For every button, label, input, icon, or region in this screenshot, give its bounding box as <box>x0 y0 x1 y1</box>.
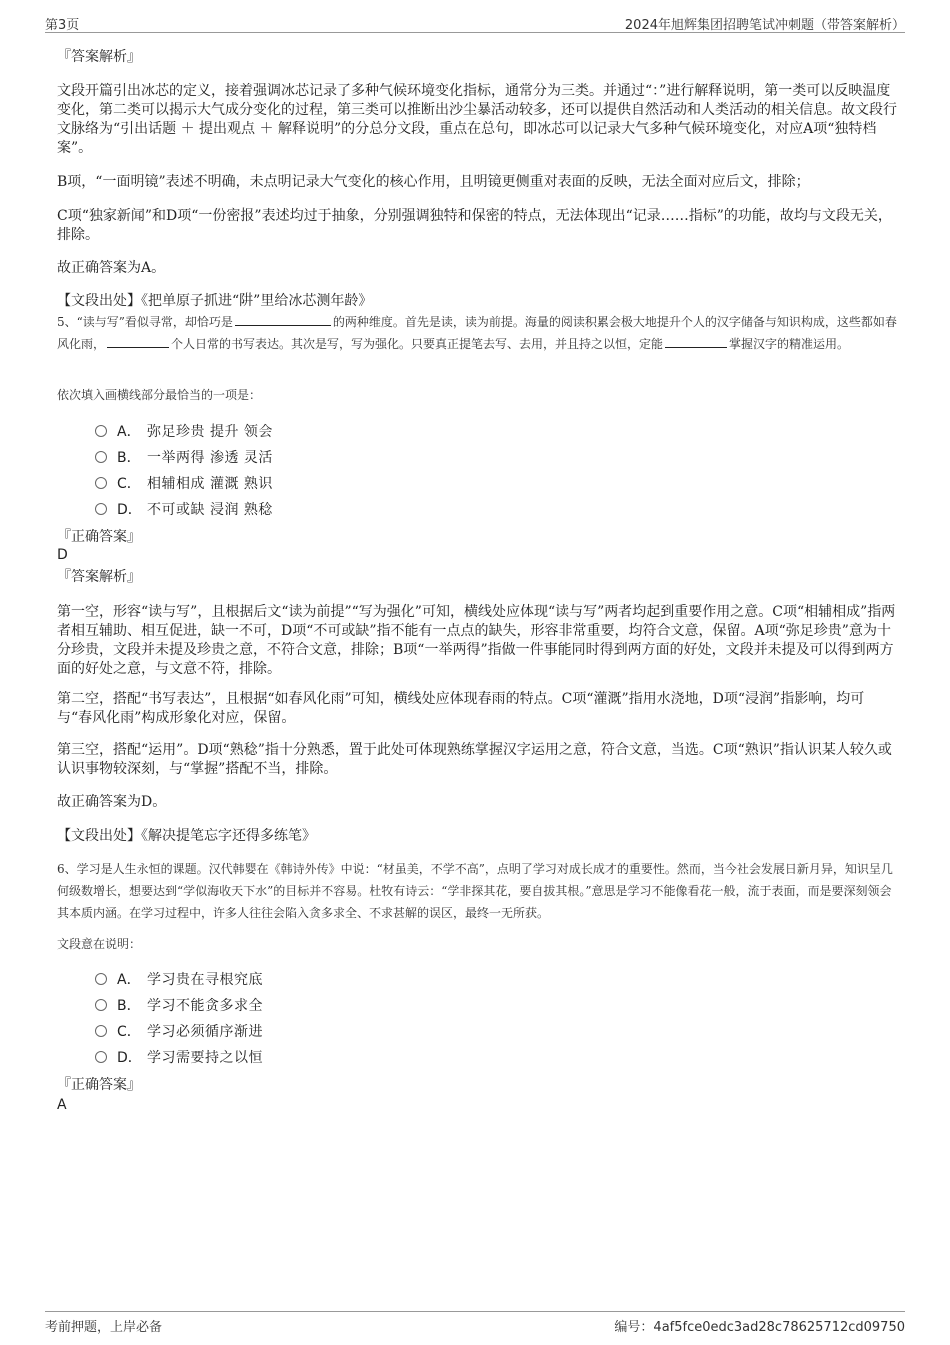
q5-source: 【文段出处】《解决提笔忘字还得多练笔》 <box>57 828 316 844</box>
q6-option-c[interactable]: C． 学习必须循序渐进 <box>95 1022 263 1042</box>
radio-icon[interactable] <box>95 451 107 463</box>
q5-stem: 5、“读与写”看似寻常，却恰巧是 的两种维度。首先是读，读为前提。海量的阅读积累会极大地提升个人的汉字储备与知识构成，这些都如春风化雨， 个人日常的书写表达。其次是写，写为强化。只要真正提笔去写、去用，并且持之以恒，定能 掌握汉字的精准运用。 <box>57 315 897 351</box>
q5-analysis-para1: 第一空，形容“读与写”，且根据后文“读为前提”“写为强化”可知，横线处应体现“读与写”两者均起到重要作用之意。C项“相辅相成”指两者相互辅助、相互促进，缺一不可，D项“不可或缺”指不能有一点点的缺失，形容非常重要，均符合文意，保留。A项“弥足珍贵”意为十分珍贵，文段并未提及珍贵之意，不符合文意，排除；B项“一举两得”指做一件事能同时得到两方面的好处，文段并未提及可以得到两方面的好处之意，与文意不符，排除。 <box>57 604 896 677</box>
q5-correct-label: 『正确答案』 <box>57 529 141 545</box>
q6-correct-answer: A <box>57 1097 67 1113</box>
q5-analysis-para2: 第二空，搭配“书写表达”，且根据“如春风化雨”可知，横线处应体现春雨的特点。C项“灌溉”指用水浇地，D项“浸润”指影响，均可与“春风化雨”构成形象化对应，保留。 <box>57 691 865 726</box>
q6-option-a[interactable]: A． 学习贵在寻根究底 <box>95 970 263 990</box>
radio-icon[interactable] <box>95 1051 107 1063</box>
page-footer <box>45 1311 905 1334</box>
q4-analysis-para1: 文段开篇引出冰芯的定义，接着强调冰芯记录了多种气候环境变化指标，通常分为三类。并通过“：”进行解释说明，第一类可以反映温度变化，第二类可以揭示大气成分变化的过程，第三类可以推断出沙尘暴活动较多，还可以提供自然活动和人类活动的相关信息。故文段行文脉络为“引出话题 ＋ 提出观点 ＋ 解释说明”的分总分文段，重点在总句，即冰芯可以记录大气多种气候环境变化，对应A项“独特档案”。 <box>57 83 897 156</box>
radio-icon[interactable] <box>95 1025 107 1037</box>
radio-icon[interactable] <box>95 477 107 489</box>
q4-analysis-para2: B项，“一面明镜”表述不明确，未点明记录大气变化的核心作用，且明镜更侧重对表面的反映，无法全面对应后文，排除； <box>57 174 810 190</box>
q5-correct-answer: D <box>57 547 68 563</box>
q5-blank-1 <box>235 314 331 326</box>
q5-option-a[interactable]: A． 弥足珍贵 提升 领会 <box>95 422 273 442</box>
q5-analysis-para4: 故正确答案为D。 <box>57 794 167 810</box>
q5-analysis-label: 『答案解析』 <box>57 569 141 585</box>
q5-option-b[interactable]: B． 一举两得 渗透 灵活 <box>95 448 273 468</box>
q6-prompt: 文段意在说明： <box>57 937 142 951</box>
q4-source: 【文段出处】《把单原子抓进“阱”里给冰芯测年龄》 <box>57 293 373 309</box>
q6-stem: 6、学习是人生永恒的课题。汉代韩婴在《韩诗外传》中说：“材虽美，不学不高”，点明了学习对成长成才的重要性。然而，当今社会发展日新月异，知识呈几何级数增长，想要达到“学似海收天下水”的目标并不容易。杜牧有诗云：“学非探其花，要自拔其根。”意思是学习不能像看花一般，流于表面，而是要深刻领会其本质内涵。在学习过程中，许多人往往会陷入贪多求全、不求甚解的误区，最终一无所获。 <box>57 862 893 920</box>
q5-prompt: 依次填入画横线部分最恰当的一项是： <box>57 388 262 402</box>
q4-analysis-label: 『答案解析』 <box>57 49 141 65</box>
page-number: 第3页 <box>45 18 80 33</box>
radio-icon[interactable] <box>95 425 107 437</box>
q6-option-b[interactable]: B． 学习不能贪多求全 <box>95 996 263 1016</box>
page-header <box>45 12 905 33</box>
q5-option-d[interactable]: D． 不可或缺 浸润 熟稔 <box>95 500 273 520</box>
q5-option-c[interactable]: C． 相辅相成 灌溉 熟识 <box>95 474 273 494</box>
q4-analysis-para4: 故正确答案为A。 <box>57 260 166 276</box>
q4-analysis-para3: C项“独家新闻”和D项“一份密报”表述均过于抽象，分别强调独特和保密的特点，无法体现出“记录……指标”的功能，故均与文段无关，排除。 <box>57 208 892 243</box>
q6-option-d[interactable]: D． 学习需要持之以恒 <box>95 1048 263 1068</box>
radio-icon[interactable] <box>95 973 107 985</box>
footer-slogan: 考前押题，上岸必备 <box>45 1320 163 1335</box>
document-serial: 编号：4af5fce0edc3ad28c78625712cd09750 <box>614 1320 905 1335</box>
q5-analysis-para3: 第三空，搭配“运用”。D项“熟稔”指十分熟悉，置于此处可体现熟练掌握汉字运用之意，符合文意，当选。C项“熟识”指认识某人较久或认识事物较深刻，与“掌握”搭配不当，排除。 <box>57 742 892 777</box>
q5-blank-3 <box>665 336 727 348</box>
radio-icon[interactable] <box>95 503 107 515</box>
q5-blank-2 <box>107 336 169 348</box>
q6-correct-label: 『正确答案』 <box>57 1077 141 1093</box>
radio-icon[interactable] <box>95 999 107 1011</box>
document-title: 2024年旭辉集团招聘笔试冲刺题（带答案解析） <box>624 18 905 33</box>
